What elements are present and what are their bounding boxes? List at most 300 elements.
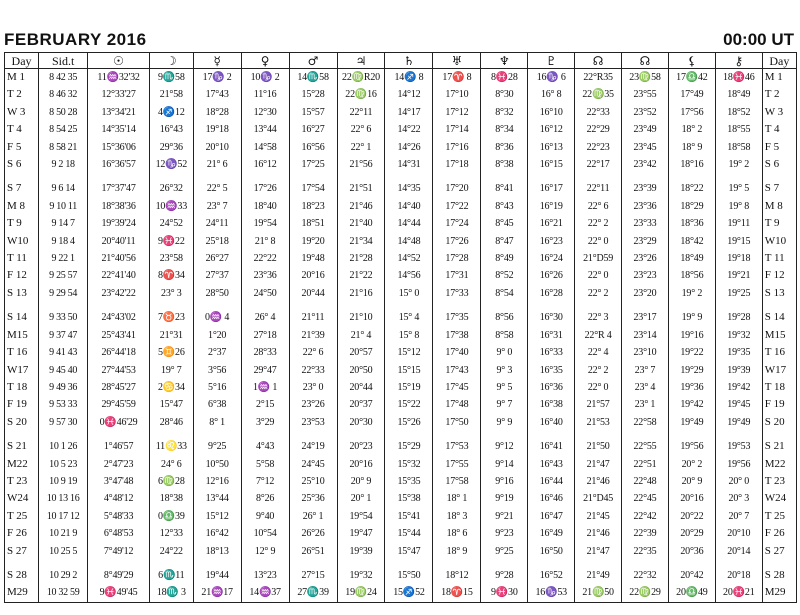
cell-day: S 14 (5, 302, 39, 326)
cell-uranus: 17°45 (433, 379, 481, 396)
cell-lilith: 19°16 (668, 327, 715, 344)
column-header-neptune: ♆ (481, 53, 528, 69)
cell-moon: 6♏11 (149, 560, 193, 584)
cell-day: F 5 (5, 139, 39, 156)
cell-day2: W24 (762, 490, 796, 507)
cell-neptune: 8°52 (481, 267, 528, 284)
cell-jupiter: 21°51 (337, 173, 385, 197)
cell-jupiter: 20° 1 (337, 490, 385, 507)
cell-jupiter: 22° 6 (337, 121, 385, 138)
cell-mars: 27°15 (289, 560, 337, 584)
cell-saturn: 14°35 (385, 173, 433, 197)
cell-venus: 4°43 (241, 431, 289, 455)
cell-venus: 8°26 (241, 490, 289, 507)
cell-day2: S 27 (762, 543, 796, 560)
cell-uranus: 17°40 (433, 344, 481, 361)
cell-venus: 24°50 (241, 285, 289, 302)
cell-day2: W17 (762, 362, 796, 379)
cell-neptune: 9♓30 (481, 584, 528, 602)
cell-neptune: 8°41 (481, 173, 528, 197)
cell-moon: 8♈34 (149, 267, 193, 284)
cell-pluto: 16°36 (528, 379, 575, 396)
cell-day2: M29 (762, 584, 796, 602)
cell-mars: 18°23 (289, 198, 337, 215)
ephemeris-table (4, 52, 797, 603)
cell-venus: 14♒37 (241, 584, 289, 602)
cell-uranus: 17°10 (433, 86, 481, 103)
cell-saturn: 14°22 (385, 121, 433, 138)
table-row (5, 396, 797, 413)
cell-uranus: 17°53 (433, 431, 481, 455)
cell-uranus: 17°33 (433, 285, 481, 302)
cell-mars: 15°57 (289, 104, 337, 121)
cell-uranus: 17°24 (433, 215, 481, 232)
cell-day2: W 3 (762, 104, 796, 121)
cell-jupiter: 22♍R20 (337, 69, 385, 87)
cell-sid: 9 6 14 (39, 173, 88, 197)
cell-sun: 2°47'23 (88, 456, 150, 473)
cell-day2: S 6 (762, 156, 796, 173)
cell-saturn: 15°41 (385, 508, 433, 525)
cell-neptune: 9° 9 (481, 414, 528, 431)
cell-neptune: 9°16 (481, 473, 528, 490)
cell-mars: 15°28 (289, 86, 337, 103)
cell-jupiter: 21°40 (337, 215, 385, 232)
cell-moon: 11♌33 (149, 431, 193, 455)
cell-venus: 10♑ 2 (241, 69, 289, 87)
cell-day: W10 (5, 233, 39, 250)
cell-mars: 17°25 (289, 156, 337, 173)
cell-pluto: 16°28 (528, 285, 575, 302)
cell-jupiter: 21°28 (337, 250, 385, 267)
cell-day: M29 (5, 584, 39, 602)
cell-neptune: 8°45 (481, 215, 528, 232)
cell-lilith: 18° 9 (668, 139, 715, 156)
cell-meannode: 22°35 (622, 543, 669, 560)
cell-chiron: 19°56 (715, 456, 762, 473)
cell-sun: 27°44'53 (88, 362, 150, 379)
cell-day: M 8 (5, 198, 39, 215)
cell-uranus: 17°22 (433, 198, 481, 215)
cell-saturn: 15°26 (385, 414, 433, 431)
cell-meannode: 23°14 (622, 327, 669, 344)
cell-lilith: 18°56 (668, 267, 715, 284)
cell-meannode: 23°45 (622, 139, 669, 156)
cell-moon: 10♒33 (149, 198, 193, 215)
cell-day: T 25 (5, 508, 39, 525)
cell-chiron: 20°10 (715, 525, 762, 542)
cell-chiron: 20° 3 (715, 490, 762, 507)
cell-meannode: 23°10 (622, 344, 669, 361)
cell-pluto: 16°46 (528, 490, 575, 507)
cell-sid: 10 5 23 (39, 456, 88, 473)
cell-mars: 21°39 (289, 327, 337, 344)
cell-sun: 14°35'14 (88, 121, 150, 138)
cell-sid: 9 14 7 (39, 215, 88, 232)
cell-truenode: 21°D45 (575, 490, 622, 507)
cell-neptune: 9°12 (481, 431, 528, 455)
cell-jupiter: 21°10 (337, 302, 385, 326)
cell-mars: 14♏58 (289, 69, 337, 87)
cell-venus: 1♒ 1 (241, 379, 289, 396)
cell-meannode: 23°26 (622, 250, 669, 267)
cell-neptune: 9°21 (481, 508, 528, 525)
cell-sid: 10 29 2 (39, 560, 88, 584)
cell-mercury: 20°10 (193, 139, 241, 156)
cell-mercury: 18°28 (193, 104, 241, 121)
cell-chiron: 18♓46 (715, 69, 762, 87)
cell-mercury: 17°43 (193, 86, 241, 103)
cell-day2: T 16 (762, 344, 796, 361)
cell-day2: S 20 (762, 414, 796, 431)
cell-lilith: 17°49 (668, 86, 715, 103)
cell-pluto: 16♑ 6 (528, 69, 575, 87)
cell-day2: M22 (762, 456, 796, 473)
table-body (5, 69, 797, 603)
cell-pluto: 16°41 (528, 431, 575, 455)
cell-sun: 18°38'36 (88, 198, 150, 215)
cell-jupiter: 21°16 (337, 285, 385, 302)
cell-neptune: 9° 0 (481, 344, 528, 361)
cell-sid: 9 10 11 (39, 198, 88, 215)
column-header-day: Day (5, 53, 39, 69)
column-header-uranus: ♅ (433, 53, 481, 69)
cell-saturn: 15°29 (385, 431, 433, 455)
cell-pluto: 16♑53 (528, 584, 575, 602)
cell-neptune: 9°23 (481, 525, 528, 542)
cell-sun: 21°40'56 (88, 250, 150, 267)
cell-venus: 23°36 (241, 267, 289, 284)
cell-pluto: 16°52 (528, 560, 575, 584)
cell-sun: 3°47'48 (88, 473, 150, 490)
cell-truenode: 22° 0 (575, 267, 622, 284)
cell-sid: 8 42 35 (39, 69, 88, 87)
cell-venus: 13°23 (241, 560, 289, 584)
cell-neptune: 8°43 (481, 198, 528, 215)
cell-chiron: 18°52 (715, 104, 762, 121)
cell-moon: 6♍28 (149, 473, 193, 490)
cell-uranus: 17°26 (433, 233, 481, 250)
cell-moon: 26°32 (149, 173, 193, 197)
cell-sun: 5°48'33 (88, 508, 150, 525)
cell-day: F 19 (5, 396, 39, 413)
cell-truenode: 22° 2 (575, 362, 622, 379)
cell-mars: 16°56 (289, 139, 337, 156)
cell-sid: 8 46 32 (39, 86, 88, 103)
cell-mars: 23°53 (289, 414, 337, 431)
cell-uranus: 18° 9 (433, 543, 481, 560)
cell-jupiter: 20°16 (337, 456, 385, 473)
cell-sun: 12°33'27 (88, 86, 150, 103)
cell-saturn: 15♐52 (385, 584, 433, 602)
cell-pluto: 16°43 (528, 456, 575, 473)
table-row (5, 139, 797, 156)
cell-mercury: 18°13 (193, 543, 241, 560)
cell-saturn: 15° 8 (385, 327, 433, 344)
cell-jupiter: 22♍16 (337, 86, 385, 103)
cell-meannode: 22°45 (622, 490, 669, 507)
cell-truenode: 22° 2 (575, 215, 622, 232)
table-row (5, 431, 797, 455)
cell-meannode: 23°36 (622, 198, 669, 215)
cell-lilith: 19° 2 (668, 285, 715, 302)
cell-moon: 29°36 (149, 139, 193, 156)
cell-pluto: 16°19 (528, 198, 575, 215)
cell-venus: 19°54 (241, 215, 289, 232)
cell-neptune: 9° 3 (481, 362, 528, 379)
cell-meannode: 23°23 (622, 267, 669, 284)
cell-uranus: 18°12 (433, 560, 481, 584)
cell-uranus: 17°18 (433, 156, 481, 173)
cell-meannode: 22°48 (622, 473, 669, 490)
cell-neptune: 9° 5 (481, 379, 528, 396)
cell-mars: 20°16 (289, 267, 337, 284)
cell-neptune: 9°25 (481, 543, 528, 560)
cell-sun: 17°37'47 (88, 173, 150, 197)
cell-chiron: 19°35 (715, 344, 762, 361)
cell-venus: 9°40 (241, 508, 289, 525)
cell-lilith: 19°36 (668, 379, 715, 396)
cell-lilith: 19°29 (668, 362, 715, 379)
cell-day: T 2 (5, 86, 39, 103)
cell-moon: 4♐12 (149, 104, 193, 121)
cell-mars: 23°26 (289, 396, 337, 413)
cell-mercury: 10°50 (193, 456, 241, 473)
cell-uranus: 17°31 (433, 267, 481, 284)
cell-neptune: 8°49 (481, 250, 528, 267)
cell-jupiter: 20°57 (337, 344, 385, 361)
cell-pluto: 16°33 (528, 344, 575, 361)
cell-day2: F 26 (762, 525, 796, 542)
cell-moon: 23°58 (149, 250, 193, 267)
cell-lilith: 18°16 (668, 156, 715, 173)
cell-sun: 19°39'24 (88, 215, 150, 232)
cell-truenode: 22°11 (575, 173, 622, 197)
cell-jupiter: 22°11 (337, 104, 385, 121)
cell-sid: 9 53 33 (39, 396, 88, 413)
cell-mars: 26° 1 (289, 508, 337, 525)
cell-mars: 23° 0 (289, 379, 337, 396)
cell-truenode: 22♍35 (575, 86, 622, 103)
cell-truenode: 21°45 (575, 508, 622, 525)
cell-mercury: 6°38 (193, 396, 241, 413)
cell-saturn: 15°12 (385, 344, 433, 361)
cell-chiron: 20° 0 (715, 473, 762, 490)
cell-sun: 26°44'18 (88, 344, 150, 361)
cell-mars: 26°51 (289, 543, 337, 560)
cell-day: W17 (5, 362, 39, 379)
cell-pluto: 16°24 (528, 250, 575, 267)
table-row (5, 560, 797, 584)
cell-lilith: 20° 2 (668, 456, 715, 473)
cell-jupiter: 19°47 (337, 525, 385, 542)
cell-day: M15 (5, 327, 39, 344)
header-row (5, 53, 797, 69)
cell-day: S 13 (5, 285, 39, 302)
column-header-venus: ♀ (241, 53, 289, 69)
cell-lilith: 17♎42 (668, 69, 715, 87)
cell-truenode: 22°29 (575, 121, 622, 138)
cell-mercury: 22° 5 (193, 173, 241, 197)
cell-meannode: 22°51 (622, 456, 669, 473)
cell-neptune: 8°58 (481, 327, 528, 344)
cell-jupiter: 20°37 (337, 396, 385, 413)
cell-chiron: 19° 5 (715, 173, 762, 197)
cell-day2: F 19 (762, 396, 796, 413)
cell-day: T 18 (5, 379, 39, 396)
cell-day2: M 8 (762, 198, 796, 215)
cell-mercury: 21♒17 (193, 584, 241, 602)
cell-truenode: 21°46 (575, 473, 622, 490)
cell-chiron: 19°32 (715, 327, 762, 344)
table-row (5, 156, 797, 173)
cell-day2: S 14 (762, 302, 796, 326)
cell-pluto: 16°50 (528, 543, 575, 560)
cell-jupiter: 19°54 (337, 508, 385, 525)
cell-saturn: 15°50 (385, 560, 433, 584)
column-header-mercury: ☿ (193, 53, 241, 69)
cell-moon: 23° 3 (149, 285, 193, 302)
cell-chiron: 19°18 (715, 250, 762, 267)
cell-day: S 7 (5, 173, 39, 197)
cell-saturn: 14°56 (385, 267, 433, 284)
cell-sid: 8 58 21 (39, 139, 88, 156)
cell-mars: 27♏39 (289, 584, 337, 602)
cell-sun: 0♓46'29 (88, 414, 150, 431)
cell-pluto: 16°38 (528, 396, 575, 413)
cell-meannode: 23°33 (622, 215, 669, 232)
cell-chiron: 19° 8 (715, 198, 762, 215)
cell-day: S 20 (5, 414, 39, 431)
cell-mercury: 26°27 (193, 250, 241, 267)
table-row (5, 285, 797, 302)
cell-mars: 19°20 (289, 233, 337, 250)
cell-uranus: 17°14 (433, 121, 481, 138)
cell-day2: S 21 (762, 431, 796, 455)
cell-lilith: 19°22 (668, 344, 715, 361)
cell-mercury: 23° 7 (193, 198, 241, 215)
cell-truenode: 21°D59 (575, 250, 622, 267)
cell-jupiter: 21° 4 (337, 327, 385, 344)
cell-mercury: 19°18 (193, 121, 241, 138)
cell-pluto: 16°17 (528, 173, 575, 197)
cell-mercury: 2°37 (193, 344, 241, 361)
cell-jupiter: 20°30 (337, 414, 385, 431)
cell-saturn: 14°26 (385, 139, 433, 156)
cell-venus: 12° 9 (241, 543, 289, 560)
cell-meannode: 22°55 (622, 431, 669, 455)
cell-sid: 9 57 30 (39, 414, 88, 431)
cell-mercury: 0♒ 4 (193, 302, 241, 326)
column-header-truenode: ☊ (575, 53, 622, 69)
cell-truenode: 22° 4 (575, 344, 622, 361)
cell-chiron: 19°11 (715, 215, 762, 232)
table-row (5, 490, 797, 507)
cell-moon: 24° 6 (149, 456, 193, 473)
cell-neptune: 9°28 (481, 560, 528, 584)
cell-day: F 12 (5, 267, 39, 284)
cell-day: S 28 (5, 560, 39, 584)
cell-meannode: 22°39 (622, 525, 669, 542)
cell-mars: 25°10 (289, 473, 337, 490)
cell-day2: W10 (762, 233, 796, 250)
cell-pluto: 16°49 (528, 525, 575, 542)
cell-venus: 22°22 (241, 250, 289, 267)
cell-jupiter: 21°22 (337, 267, 385, 284)
cell-pluto: 16°35 (528, 362, 575, 379)
cell-lilith: 20°22 (668, 508, 715, 525)
table-row (5, 250, 797, 267)
cell-moon: 28°46 (149, 414, 193, 431)
cell-pluto: 16°21 (528, 215, 575, 232)
cell-chiron: 19°28 (715, 302, 762, 326)
cell-mercury: 24°11 (193, 215, 241, 232)
cell-uranus: 17°38 (433, 327, 481, 344)
cell-chiron: 19°21 (715, 267, 762, 284)
cell-mars: 18°51 (289, 215, 337, 232)
table-row (5, 362, 797, 379)
cell-jupiter: 19♍24 (337, 584, 385, 602)
cell-neptune: 8°34 (481, 121, 528, 138)
cell-jupiter: 22° 1 (337, 139, 385, 156)
cell-saturn: 15° 0 (385, 285, 433, 302)
cell-saturn: 15°15 (385, 362, 433, 379)
cell-lilith: 18°29 (668, 198, 715, 215)
cell-sid: 9 2 18 (39, 156, 88, 173)
cell-mars: 24°19 (289, 431, 337, 455)
column-header-jupiter: ♃ (337, 53, 385, 69)
table-row (5, 584, 797, 602)
cell-sid: 10 21 9 (39, 525, 88, 542)
cell-day2: T 11 (762, 250, 796, 267)
cell-day: S 21 (5, 431, 39, 455)
cell-moon: 19° 7 (149, 362, 193, 379)
cell-day2: S 7 (762, 173, 796, 197)
cell-pluto: 16°30 (528, 302, 575, 326)
cell-lilith: 19°49 (668, 414, 715, 431)
table-row (5, 543, 797, 560)
column-header-chiron: ⚷ (715, 53, 762, 69)
cell-meannode: 23°39 (622, 173, 669, 197)
cell-neptune: 8°47 (481, 233, 528, 250)
cell-truenode: 21°50 (575, 431, 622, 455)
cell-neptune: 8°36 (481, 139, 528, 156)
cell-day2: T 2 (762, 86, 796, 103)
cell-jupiter: 21°34 (337, 233, 385, 250)
table-row (5, 525, 797, 542)
cell-day2: S 13 (762, 285, 796, 302)
cell-lilith: 20°36 (668, 543, 715, 560)
cell-saturn: 14♐ 8 (385, 69, 433, 87)
table-row (5, 233, 797, 250)
cell-venus: 28°33 (241, 344, 289, 361)
cell-jupiter: 20°50 (337, 362, 385, 379)
cell-uranus: 17°50 (433, 414, 481, 431)
cell-venus: 7°12 (241, 473, 289, 490)
cell-jupiter: 19°39 (337, 543, 385, 560)
cell-chiron: 18°49 (715, 86, 762, 103)
cell-sid: 9 49 36 (39, 379, 88, 396)
cell-uranus: 18° 1 (433, 490, 481, 507)
cell-chiron: 19°15 (715, 233, 762, 250)
cell-truenode: 22°23 (575, 139, 622, 156)
cell-day: M 1 (5, 69, 39, 87)
cell-jupiter: 21°46 (337, 198, 385, 215)
cell-mercury: 1°20 (193, 327, 241, 344)
cell-moon: 21°58 (149, 86, 193, 103)
table-row (5, 456, 797, 473)
cell-truenode: 21°57 (575, 396, 622, 413)
